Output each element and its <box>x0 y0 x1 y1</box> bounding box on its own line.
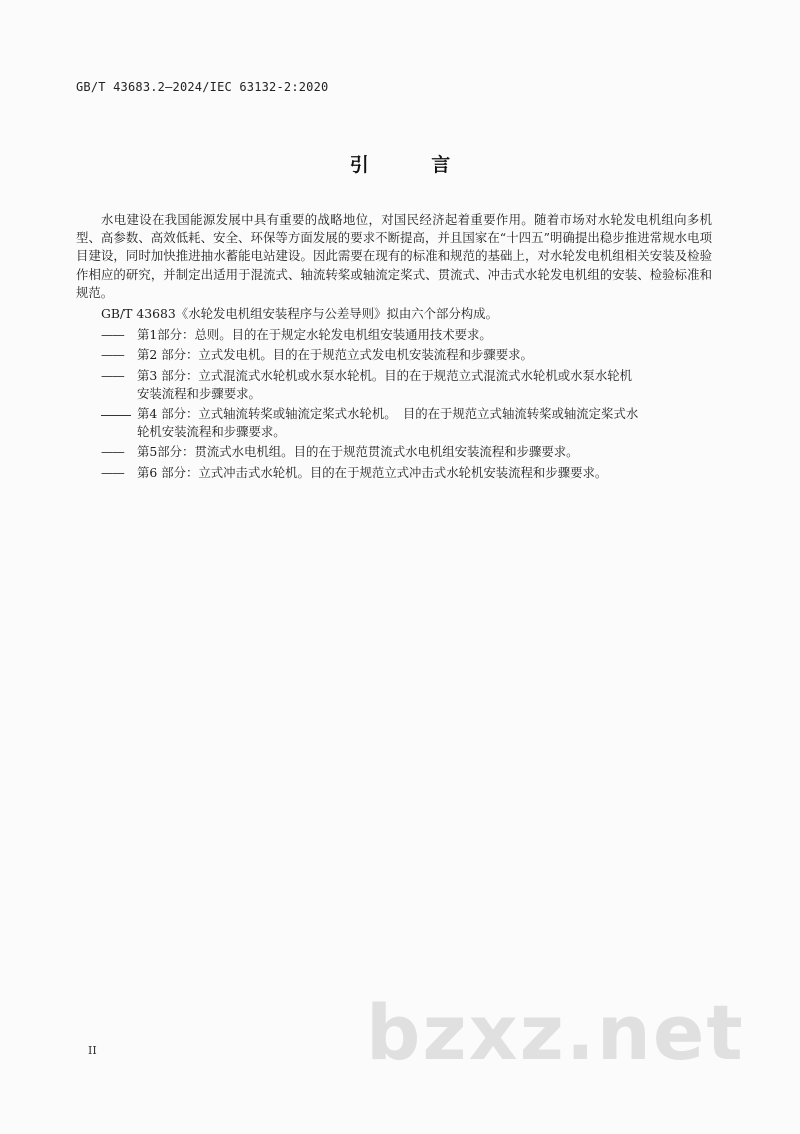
document-body <box>76 211 712 484</box>
standard-code: GB/T 43683.2—2024/IEC 63132-2:2020 <box>76 80 329 94</box>
part-item-5 <box>101 443 712 461</box>
list-dash: —— <box>101 444 124 460</box>
part-text: 第6 部分：立式冲击式水轮机。目的在于规范立式冲击式水轮机安装流程和步骤要求。 <box>137 464 608 480</box>
part-text: 第1部分：总则。目的在于规定水轮发电机组安装通用技术要求。 <box>137 327 492 343</box>
part-text: 第3 部分：立式混流式水轮机或水泵水轮机。目的在于规范立式混流式水轮机或水泵水轮机 <box>137 367 633 383</box>
part-text-continued: 安装流程和步骤要求。 <box>137 385 261 401</box>
part-text: 第2 部分：立式发电机。目的在于规范立式发电机安装流程和步骤要求。 <box>137 347 533 363</box>
list-dash: —— <box>101 347 124 363</box>
list-dash: —— <box>101 367 124 383</box>
part-item-1 <box>101 326 712 344</box>
part-text: 第5部分：贯流式水电机组。目的在于规范贯流式水电机组安装流程和步骤要求。 <box>137 444 579 460</box>
page-title: 引 言 <box>349 154 479 176</box>
part-item-2 <box>101 346 712 364</box>
part-item-6 <box>101 464 712 482</box>
intro-paragraph: 水电建设在我国能源发展中具有重要的战略地位，对国民经济起着重要作用。随着市场对水轮发电机组向多机型、高参数、高效低耗、安全、环保等方面发展的要求不断提高，并且国家在“十四五”明确提出稳步推进常规水电项目建设，同时加快推进抽水蓄能电站建设。因此需要在现有的标准和规范的基础上，对水轮发电机组相关安装及检验作相应的研究，并制定出适用于混流式、轴流转桨或轴流定桨式、贯流式、冲击式水轮发电机组的安装、检验标准和规范。 <box>76 212 712 300</box>
parts-intro: GB/T 43683《水轮发电机组安装程序与公差导则》拟由六个部分构成。 <box>101 306 498 322</box>
watermark: bzxz.net <box>366 988 745 1077</box>
list-underline-mark <box>101 405 131 416</box>
part-item-3 <box>101 367 712 403</box>
page-number: II <box>88 1044 97 1057</box>
part-item-4 <box>101 405 712 441</box>
list-dash: —— <box>101 327 124 343</box>
list-dash: —— <box>101 464 124 480</box>
part-text: 第4 部分：立式轴流转桨或轴流定桨式水轮机。 目的在于规范立式轴流转桨或轴流定桨式水 <box>137 406 639 422</box>
part-text-continued: 轮机安装流程和步骤要求。 <box>137 424 286 440</box>
